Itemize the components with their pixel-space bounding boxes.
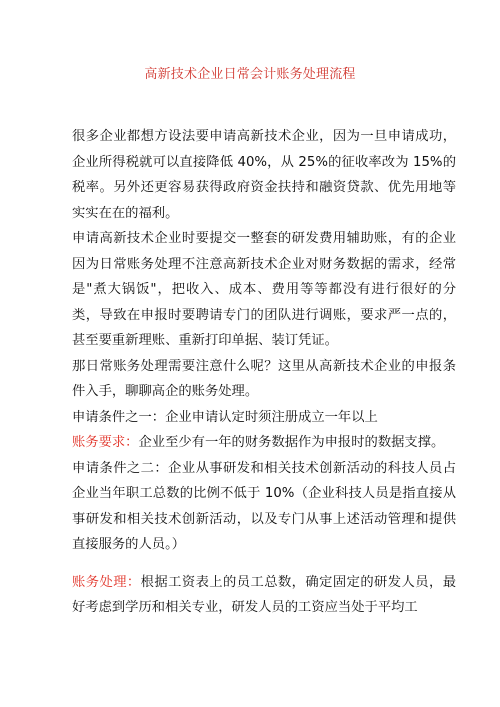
paragraph-intro: 很多企业都想方设法要申请高新技术企业，因为一旦申请成功，企业所得税就可以直接降低 40%，从 25%的征收率改为 15%的税率。另外还更容易获得政府资金扶持和融资贷款、优先用地等实实在在的福利。 (72, 129, 456, 221)
paragraph-condition-1: 申请条件之一：企业申请认定时须注册成立一年以上 (72, 409, 378, 425)
requirement-text: 企业至少有一年的财务数据作为申报时的数据支撑。 (138, 435, 445, 450)
document-body (72, 124, 456, 621)
paragraph-gap (72, 558, 456, 570)
requirement-label: 账务要求： (72, 435, 139, 450)
paragraph-requirement (72, 430, 456, 456)
processing-label: 账务处理： (72, 574, 141, 590)
paragraph-condition-2: 申请条件之二：企业从事研发和相关技术创新活动的科技人员占企业当年职工总数的比例不低于 10%（企业科技人员是指直接从事研发和相关技术创新活动，以及专门从事上述活动管理和提供直接服务的人员。） (72, 460, 456, 552)
processing-text: 根据工资表上的员工总数，确定固定的研发人员，最好考虑到学历和相关专业，研发人员的工资应当处于平均工 (72, 574, 457, 615)
paragraph-processing (72, 570, 456, 621)
document-title: 高新技术企业日常会计账务处理流程 (144, 67, 356, 82)
paragraph-auxiliary-accounts: 申请高新技术企业时要提交一整套的研发费用辅助账，有的企业因为日常账务处理不注意高新技术企业对财务数据的需求，经常是"煮大锅饭"，把收入、成本、费用等等都没有进行很好的分类，导致在申报时要聘请专门的团队进行调账，要求严一点的，甚至要重新理账、重新打印单据、装订凭证。 (72, 231, 456, 348)
paragraph-question: 那日常账务处理需要注意什么呢？这里从高新技术企业的申报条件入手，聊聊高企的账务处理。 (72, 358, 456, 399)
